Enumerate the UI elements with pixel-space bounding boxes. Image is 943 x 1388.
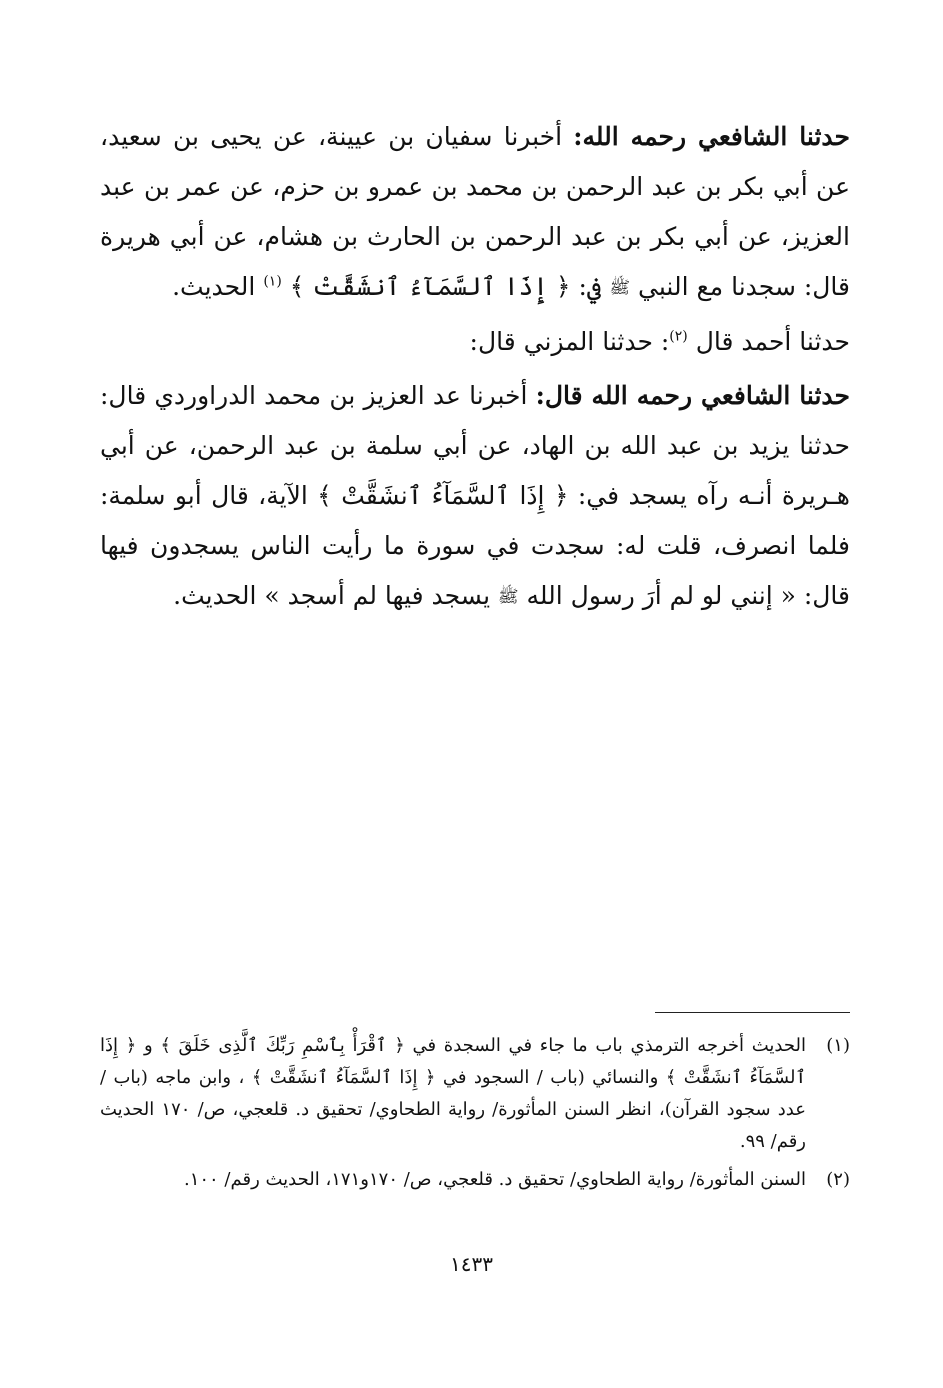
footnote-number: (١) xyxy=(826,1035,850,1056)
footnote-reference-1[interactable]: (١) xyxy=(263,273,282,290)
footnote-2 xyxy=(100,1164,850,1196)
paragraph-3 xyxy=(100,371,850,622)
main-text xyxy=(100,112,850,622)
footnote-number: (٢) xyxy=(826,1169,850,1190)
salutation-glyph: ﷺ xyxy=(609,278,631,298)
footnote-separator xyxy=(655,1012,850,1013)
paragraph-2 xyxy=(100,317,850,367)
narrator-lead: حدثنا الشافعي رحمه الله: xyxy=(573,122,850,151)
page-number: ١٤٣٣ xyxy=(450,1252,493,1276)
footnote-text: السنن المأثورة/ رواية الطحاوي/ تحقيق د. قلعجي، ص/ ١٧٠و١٧١، الحديث رقم/ ١٠٠. xyxy=(183,1169,806,1190)
footnotes xyxy=(100,1030,850,1196)
narrator-lead: حدثنا الشافعي رحمه الله قال: xyxy=(535,381,850,410)
paragraph-1-tail: الحديث. xyxy=(172,272,264,301)
footnote-text: الحديث أخرجه الترمذي باب ما جاء في السجدة في ﴿ ٱقْرَأْ بِٱسْمِ رَبِّكَ ٱلَّذِى خَلَقَ ﴾ و ﴿ إِذَا ٱلسَّمَآءُ ٱنشَقَّتْ ﴾ والنسائي (باب / السجود في ﴿ إِذَا ٱلسَّمَآءُ ٱنشَقَّتْ ﴾ ، وابن ماجه (باب / عدد سجود القرآن)، انظر السنن المأثورة/ رواية الطحاوي/ تحقيق د. قلعجي، ص/ ١٧٠ الحديث رقم/ ٩٩. xyxy=(100,1035,806,1152)
paragraph-1 xyxy=(100,112,850,313)
paragraph-3-tail: يسجد فيها لم أسجد » الحديث. xyxy=(173,581,498,610)
paragraph-1-body: أخبرنا سفيان بن عيينة، عن يحيى بن سعيد، عن أبي بكر بن عبد الرحمن بن محمد بن عمرو بن حزم، عن عمر بن عبد العزيز، عن أبي بكر بن عبد الرحمن بن الحارث بن هشام، عن أبي هريرة قال: سجدنا مع النبي xyxy=(100,122,850,301)
salutation-glyph: ﷺ xyxy=(497,587,519,607)
footnote-1 xyxy=(100,1030,850,1158)
paragraph-1-body-2: في: ﴿ إِذَا ٱلسَّمَآءُ ٱنشَقَّتْ ﴾ xyxy=(281,272,610,301)
paragraph-3-body: أخبرنا عد العزيز بن محمد الدراوردي قال: حدثنا يزيد بن عبد الله بن الهاد، عن أبي سلمة بن عبد الرحمن، عن أبي هـريرة أنـه رآه يسجد في: ﴿ إِذَا ٱلسَّمَآءُ ٱنشَقَّتْ ﴾ الآية، قال أبو سلمة: فلما انصرف، قلت له: سجدت في سورة ما رأيت الناس يسجدون فيها قال: « إنني لو لم أرَ رسول الله xyxy=(100,381,850,610)
footnote-reference-2[interactable]: (٢) xyxy=(669,328,688,345)
paragraph-2-text: حدثنا أحمد قال xyxy=(687,327,850,356)
paragraph-2-tail: : حدثنا المزني قال: xyxy=(469,327,670,356)
